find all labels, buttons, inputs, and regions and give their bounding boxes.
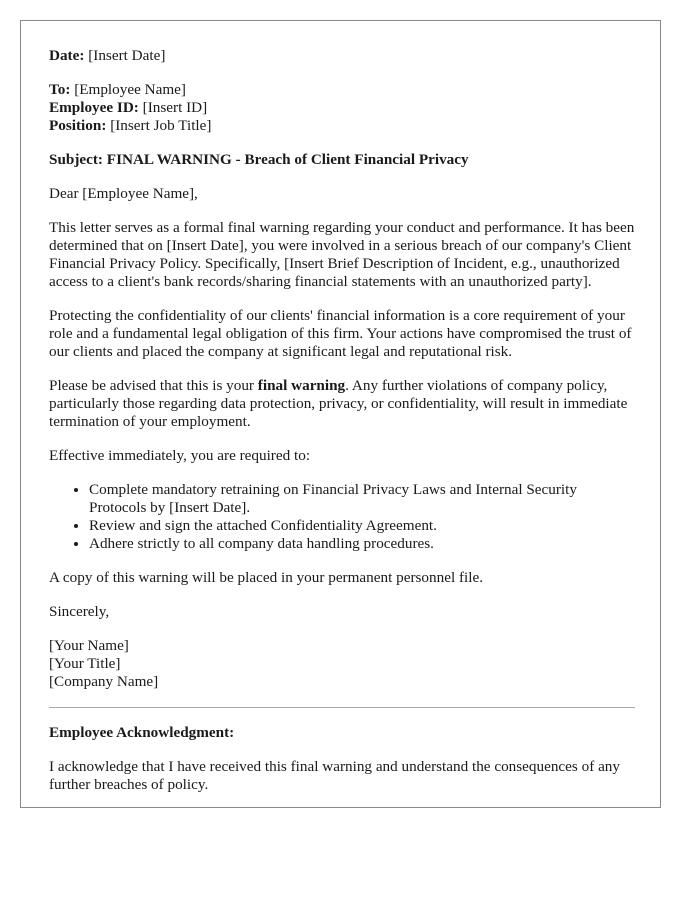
intro-paragraph: This letter serves as a formal final warning regarding your conduct and performance. It has been determined that on [Insert Date], you were involved in a serious breach of our company's Client Financial Privacy Policy. Specifically, [Insert Brief Description of Incident, e.g., unauthorized access to a client's bank records/sharing financial statements with an unauthorized party]. bbox=[49, 219, 635, 290]
letter-content bbox=[49, 47, 635, 808]
to-value: [Employee Name] bbox=[74, 81, 186, 98]
effective-paragraph: Effective immediately, you are required to: bbox=[49, 447, 311, 464]
date-value: [Insert Date] bbox=[88, 47, 166, 64]
requirement-item: • Adhere strictly to all company data handling procedures. bbox=[89, 535, 635, 553]
sender-name: [Your Name] bbox=[49, 637, 129, 654]
letter-page bbox=[20, 20, 661, 808]
signature-block bbox=[49, 637, 635, 691]
recipient-block bbox=[49, 81, 635, 135]
position-line bbox=[49, 117, 635, 135]
final-warning-emphasis: final warning bbox=[257, 377, 346, 394]
position-value: [Insert Job Title] bbox=[110, 117, 212, 134]
protection-paragraph: Protecting the confidentiality of our clients' financial information is a core requirement of your role and a fundamental legal obligation of this firm. Your actions have compromised the trust of our clients and placed the company at significant legal and reputational risk. bbox=[49, 307, 632, 360]
to-line bbox=[49, 81, 635, 99]
subject-line: Subject: FINAL WARNING - Breach of Client Financial Privacy bbox=[49, 151, 469, 168]
final-warning-paragraph bbox=[49, 377, 635, 431]
section-divider bbox=[49, 707, 635, 708]
sender-title: [Your Title] bbox=[49, 655, 121, 672]
employee-id-label: Employee ID: bbox=[49, 99, 139, 116]
position-label: Position: bbox=[49, 117, 107, 134]
to-label: To: bbox=[49, 81, 71, 98]
requirements-list bbox=[49, 481, 635, 553]
acknowledgment-heading: Employee Acknowledgment: bbox=[49, 724, 235, 741]
valediction: Sincerely, bbox=[49, 603, 110, 620]
advised-text-after: . Any further violations of company policy, particularly those regarding data protection, privacy, or confidentiality, will result in immediate termination of your employment. bbox=[49, 377, 628, 430]
requirement-item: • Complete mandatory retraining on Financial Privacy Laws and Internal Security Protocols by [Insert Date]. bbox=[89, 481, 635, 517]
date-label: Date: bbox=[49, 47, 85, 64]
advised-text-before: Please be advised that this is your bbox=[49, 377, 258, 394]
copy-notice-paragraph: A copy of this warning will be placed in your permanent personnel file. bbox=[49, 569, 483, 586]
employee-id-line bbox=[49, 99, 635, 117]
acknowledgment-text: I acknowledge that I have received this final warning and understand the consequences of any further breaches of policy. bbox=[49, 758, 620, 793]
requirement-item: • Review and sign the attached Confidentiality Agreement. bbox=[89, 517, 635, 535]
sender-company: [Company Name] bbox=[49, 673, 159, 690]
greeting: Dear [Employee Name], bbox=[49, 185, 198, 202]
employee-id-value: [Insert ID] bbox=[142, 99, 208, 116]
date-line bbox=[49, 47, 635, 65]
